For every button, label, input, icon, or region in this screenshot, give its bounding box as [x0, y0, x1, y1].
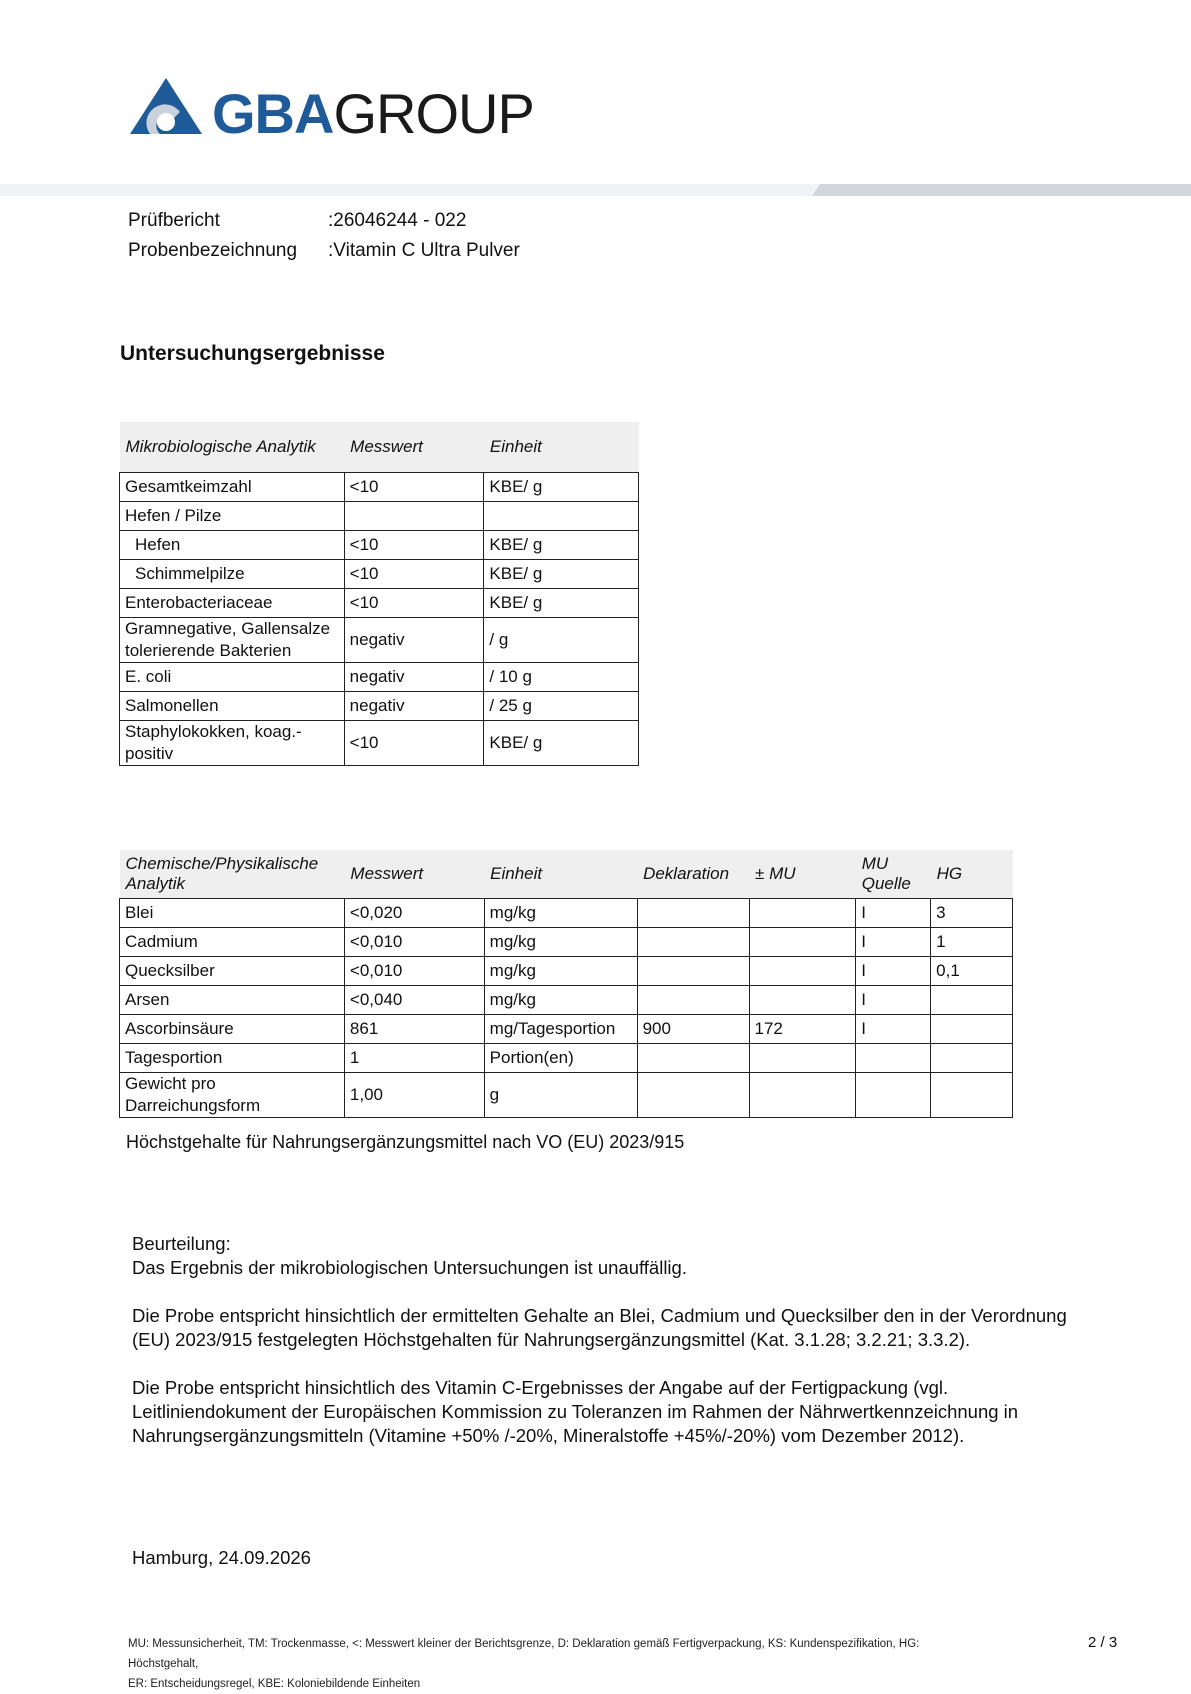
column-header: MU Quelle [856, 850, 931, 899]
table-cell: Arsen [120, 986, 345, 1015]
table-cell: 1 [931, 928, 1013, 957]
table-cell: / g [484, 618, 639, 663]
assessment-paragraph: Die Probe entspricht hinsichtlich des Vitamin C-Ergebnisses der Angabe auf der Fertigpackung (vgl. Leitliniendokument der Europäischen Kommission zu Toleranzen im Rahmen der Nährwertkennzeichnung in Nahrungsergänzungsmitteln (Vitamine +50% /-20%, Mineralstoffe +45%/-20%) vom Dezember 2012). [132, 1377, 1019, 1446]
table-cell: Staphylokokken, koag.-positiv [120, 721, 345, 766]
table-row [120, 928, 1013, 957]
report-number-label: Prüfbericht [128, 210, 220, 231]
sample-name-value: :Vitamin C Ultra Pulver [328, 240, 520, 261]
table-cell: mg/kg [484, 957, 637, 986]
table-cell: Schimmelpilze [120, 560, 345, 589]
table-cell: <0,010 [344, 957, 484, 986]
table-cell: Salmonellen [120, 692, 345, 721]
table-row [120, 502, 639, 531]
table-cell [637, 1044, 749, 1073]
limits-note: Höchstgehalte für Nahrungsergänzungsmittel nach VO (EU) 2023/915 [126, 1132, 685, 1152]
table-row [120, 663, 639, 692]
table-row [120, 899, 1013, 928]
table-cell: Hefen [120, 531, 345, 560]
table-cell: Tagesportion [120, 1044, 345, 1073]
table-cell: I [856, 928, 931, 957]
report-number-row [128, 206, 520, 236]
table-cell: Cadmium [120, 928, 345, 957]
column-header: HG [931, 850, 1013, 899]
table-cell: Hefen / Pilze [120, 502, 345, 531]
logo-wordmark [212, 84, 534, 144]
table-cell: negativ [344, 692, 484, 721]
logo-brand-bold: GBA [212, 82, 334, 145]
table-cell [637, 986, 749, 1015]
table-cell: <0,020 [344, 899, 484, 928]
column-header: Mikrobiologische Analytik [120, 422, 345, 473]
table-cell: Gesamtkeimzahl [120, 473, 345, 502]
table-cell: Blei [120, 899, 345, 928]
report-meta [128, 206, 520, 266]
page-number: 2 / 3 [1088, 1634, 1118, 1651]
header-band [0, 182, 1191, 198]
table-row [120, 618, 639, 663]
table-cell: Quecksilber [120, 957, 345, 986]
table-cell: I [856, 899, 931, 928]
footer-line: ER: Entscheidungsregel, KBE: Koloniebildende Einheiten [128, 1678, 421, 1690]
sample-name-label: Probenbezeichnung [128, 240, 298, 261]
table-row [120, 1073, 1013, 1118]
chem-table [119, 850, 1013, 1118]
table-cell: mg/kg [484, 986, 637, 1015]
table-cell: KBE/ g [484, 473, 639, 502]
logo-brand-light: GROUP [333, 82, 534, 145]
table-cell: KBE/ g [484, 531, 639, 560]
table-cell: <10 [344, 531, 484, 560]
table-cell: negativ [344, 618, 484, 663]
table-cell [856, 1073, 931, 1118]
table-row [120, 986, 1013, 1015]
table-cell: E. coli [120, 663, 345, 692]
column-header: Deklaration [637, 850, 749, 899]
table-cell [749, 928, 856, 957]
logo-mark-icon [130, 78, 202, 142]
table-cell [344, 502, 484, 531]
table-cell [749, 899, 856, 928]
table-cell: KBE/ g [484, 589, 639, 618]
chem-table-header [120, 850, 1013, 899]
sample-name-row [128, 236, 520, 266]
table-cell: KBE/ g [484, 721, 639, 766]
table-cell: / 10 g [484, 663, 639, 692]
table-cell: mg/kg [484, 928, 637, 957]
table-cell: Gewicht pro Darreichungsform [120, 1073, 345, 1118]
table-cell [931, 1044, 1013, 1073]
table-cell [484, 502, 639, 531]
table-cell [749, 957, 856, 986]
table-cell [931, 1015, 1013, 1044]
column-header: Einheit [484, 422, 639, 473]
table-row [120, 531, 639, 560]
column-header: Messwert [344, 422, 484, 473]
column-header: ± MU [749, 850, 856, 899]
table-cell: I [856, 986, 931, 1015]
table-cell [931, 986, 1013, 1015]
table-cell: negativ [344, 663, 484, 692]
table-cell: <0,010 [344, 928, 484, 957]
table-cell: 1,00 [344, 1073, 484, 1118]
column-header: Chemische/Physikalische Analytik [120, 850, 345, 899]
table-cell [931, 1073, 1013, 1118]
table-cell [637, 899, 749, 928]
table-cell [637, 957, 749, 986]
table-row [120, 1015, 1013, 1044]
table-cell [856, 1044, 931, 1073]
table-cell: 900 [637, 1015, 749, 1044]
assessment-block [132, 1232, 1072, 1472]
table-cell [749, 1073, 856, 1118]
assessment-intro [132, 1232, 1072, 1280]
table-cell: / 25 g [484, 692, 639, 721]
footer-legend [128, 1634, 988, 1694]
table-row [120, 473, 639, 502]
table-cell: mg/Tagesportion [484, 1015, 637, 1044]
table-cell: Portion(en) [484, 1044, 637, 1073]
table-row [120, 692, 639, 721]
table-cell: I [856, 1015, 931, 1044]
table-cell: 3 [931, 899, 1013, 928]
table-cell: 861 [344, 1015, 484, 1044]
table-cell [749, 1044, 856, 1073]
table-row [120, 589, 639, 618]
table-cell: <0,040 [344, 986, 484, 1015]
table-cell: <10 [344, 473, 484, 502]
micro-table-header [120, 422, 639, 473]
table-cell: <10 [344, 589, 484, 618]
place-date: Hamburg, 24.09.2026 [132, 1547, 311, 1568]
report-number-value: :26046244 - 022 [328, 210, 467, 231]
assessment-paragraph: Die Probe entspricht hinsichtlich der ermittelten Gehalte an Blei, Cadmium und Quecksilber den in der Verordnung (EU) 2023/915 festgelegten Höchstgehalten für Nahrungsergänzungsmittel (Kat. 3.1.28; 3.2.21; 3.3.2). [132, 1305, 1067, 1350]
assessment-paragraph: Das Ergebnis der mikrobiologischen Untersuchungen ist unauffällig. [132, 1257, 687, 1278]
footer-line: MU: Messunsicherheit, TM: Trockenmasse, <: Messwert kleiner der Berichtsgrenze, D: Deklaration gemäß Fertigverpackung, KS: Kundenspezifikation, HG: Höchstgehalt, [128, 1638, 920, 1670]
table-cell: <10 [344, 560, 484, 589]
table-row [120, 721, 639, 766]
table-cell: 172 [749, 1015, 856, 1044]
table-cell: mg/kg [484, 899, 637, 928]
assessment-heading: Beurteilung: [132, 1233, 231, 1254]
table-cell: g [484, 1073, 637, 1118]
table-cell: Gramnegative, Gallensalze tolerierende Bakterien [120, 618, 345, 663]
table-cell: I [856, 957, 931, 986]
micro-table [119, 422, 639, 766]
table-cell: 1 [344, 1044, 484, 1073]
table-cell [637, 1073, 749, 1118]
column-header: Einheit [484, 850, 637, 899]
table-cell: Enterobacteriaceae [120, 589, 345, 618]
column-header: Messwert [344, 850, 484, 899]
table-row [120, 1044, 1013, 1073]
table-cell [637, 928, 749, 957]
table-cell [749, 986, 856, 1015]
table-cell: 0,1 [931, 957, 1013, 986]
table-row [120, 560, 639, 589]
company-logo [130, 72, 590, 152]
table-row [120, 957, 1013, 986]
table-cell: KBE/ g [484, 560, 639, 589]
table-cell: <10 [344, 721, 484, 766]
section-title: Untersuchungsergebnisse [120, 342, 385, 365]
table-cell: Ascorbinsäure [120, 1015, 345, 1044]
